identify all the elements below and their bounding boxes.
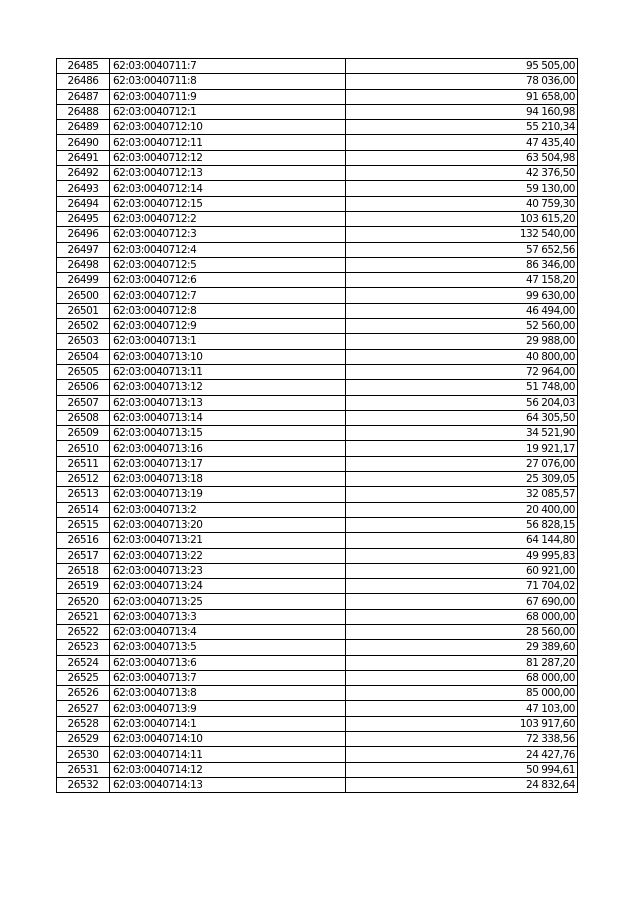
table-row [57,533,578,548]
table-row [57,380,578,395]
value-cell: 47 158,20 [346,273,578,288]
table-row [57,732,578,747]
row-number-cell: 26493 [57,181,110,196]
table-row [57,563,578,578]
row-number-cell: 26499 [57,273,110,288]
row-number-cell: 26502 [57,319,110,334]
cadastral-number-cell: 62:03:0040713:10 [110,349,346,364]
row-number-cell: 26522 [57,624,110,639]
row-number-cell: 26528 [57,716,110,731]
cadastral-number-cell: 62:03:0040711:9 [110,89,346,104]
cadastral-number-cell: 62:03:0040712:4 [110,242,346,257]
cadastral-number-cell: 62:03:0040713:9 [110,701,346,716]
table-row [57,242,578,257]
row-number-cell: 26517 [57,548,110,563]
cadastral-number-cell: 62:03:0040714:12 [110,762,346,777]
row-number-cell: 26488 [57,104,110,119]
row-number-cell: 26507 [57,395,110,410]
table-row [57,196,578,211]
cadastral-number-cell: 62:03:0040712:8 [110,303,346,318]
table-row [57,747,578,762]
cadastral-number-cell: 62:03:0040714:1 [110,716,346,731]
row-number-cell: 26529 [57,732,110,747]
cadastral-number-cell: 62:03:0040714:11 [110,747,346,762]
cadastral-number-cell: 62:03:0040712:13 [110,166,346,181]
cadastral-number-cell: 62:03:0040713:16 [110,441,346,456]
table-row [57,334,578,349]
value-cell: 71 704,02 [346,579,578,594]
cadastral-number-cell: 62:03:0040713:25 [110,594,346,609]
row-number-cell: 26518 [57,563,110,578]
table-row [57,166,578,181]
row-number-cell: 26487 [57,89,110,104]
cadastral-number-cell: 62:03:0040712:1 [110,104,346,119]
row-number-cell: 26496 [57,227,110,242]
row-number-cell: 26509 [57,426,110,441]
row-number-cell: 26497 [57,242,110,257]
table-row [57,441,578,456]
value-cell: 95 505,00 [346,59,578,74]
value-cell: 59 130,00 [346,181,578,196]
table-row [57,303,578,318]
cadastral-number-cell: 62:03:0040712:3 [110,227,346,242]
row-number-cell: 26498 [57,257,110,272]
table-row [57,120,578,135]
cadastral-number-cell: 62:03:0040713:23 [110,563,346,578]
table-row [57,410,578,425]
cadastral-number-cell: 62:03:0040714:13 [110,777,346,792]
cadastral-number-cell: 62:03:0040713:2 [110,502,346,517]
table-row [57,655,578,670]
cadastral-number-cell: 62:03:0040713:8 [110,686,346,701]
cadastral-number-cell: 62:03:0040712:10 [110,120,346,135]
table-row [57,273,578,288]
row-number-cell: 26489 [57,120,110,135]
row-number-cell: 26531 [57,762,110,777]
cadastral-number-cell: 62:03:0040713:11 [110,364,346,379]
cadastral-number-cell: 62:03:0040714:10 [110,732,346,747]
table-row [57,395,578,410]
table-row [57,288,578,303]
table-row [57,456,578,471]
value-cell: 40 800,00 [346,349,578,364]
table-row [57,89,578,104]
row-number-cell: 26505 [57,364,110,379]
row-number-cell: 26519 [57,579,110,594]
cadastral-number-cell: 62:03:0040713:24 [110,579,346,594]
cadastral-number-cell: 62:03:0040711:8 [110,74,346,89]
table-row [57,487,578,502]
value-cell: 56 828,15 [346,517,578,532]
table-row [57,701,578,716]
value-cell: 24 427,76 [346,747,578,762]
row-number-cell: 26521 [57,609,110,624]
table-row [57,686,578,701]
cadastral-number-cell: 62:03:0040713:3 [110,609,346,624]
row-number-cell: 26513 [57,487,110,502]
row-number-cell: 26494 [57,196,110,211]
cadastral-number-cell: 62:03:0040713:5 [110,640,346,655]
value-cell: 56 204,03 [346,395,578,410]
cadastral-number-cell: 62:03:0040712:12 [110,150,346,165]
value-cell: 72 338,56 [346,732,578,747]
value-cell: 103 615,20 [346,211,578,226]
cadastral-number-cell: 62:03:0040712:5 [110,257,346,272]
value-cell: 19 921,17 [346,441,578,456]
value-cell: 68 000,00 [346,670,578,685]
cadastral-number-cell: 62:03:0040713:22 [110,548,346,563]
value-cell: 49 995,83 [346,548,578,563]
cadastral-number-cell: 62:03:0040713:15 [110,426,346,441]
row-number-cell: 26512 [57,472,110,487]
table-body [57,59,578,793]
value-cell: 68 000,00 [346,609,578,624]
table-row [57,257,578,272]
value-cell: 50 994,61 [346,762,578,777]
row-number-cell: 26526 [57,686,110,701]
table-row [57,609,578,624]
row-number-cell: 26516 [57,533,110,548]
cadastral-number-cell: 62:03:0040712:15 [110,196,346,211]
value-cell: 52 560,00 [346,319,578,334]
cadastral-number-cell: 62:03:0040712:2 [110,211,346,226]
cadastral-number-cell: 62:03:0040713:18 [110,472,346,487]
value-cell: 91 658,00 [346,89,578,104]
cadastral-number-cell: 62:03:0040712:6 [110,273,346,288]
table-row [57,624,578,639]
row-number-cell: 26500 [57,288,110,303]
cadastral-number-cell: 62:03:0040713:13 [110,395,346,410]
table-row [57,135,578,150]
row-number-cell: 26506 [57,380,110,395]
value-cell: 51 748,00 [346,380,578,395]
table-row [57,364,578,379]
cadastral-number-cell: 62:03:0040712:11 [110,135,346,150]
row-number-cell: 26503 [57,334,110,349]
row-number-cell: 26490 [57,135,110,150]
value-cell: 86 346,00 [346,257,578,272]
table-row [57,579,578,594]
value-cell: 81 287,20 [346,655,578,670]
value-cell: 60 921,00 [346,563,578,578]
cadastral-number-cell: 62:03:0040712:9 [110,319,346,334]
cadastral-number-cell: 62:03:0040713:6 [110,655,346,670]
cadastral-number-cell: 62:03:0040713:17 [110,456,346,471]
value-cell: 25 309,05 [346,472,578,487]
row-number-cell: 26485 [57,59,110,74]
row-number-cell: 26525 [57,670,110,685]
row-number-cell: 26510 [57,441,110,456]
table-row [57,594,578,609]
table-row [57,640,578,655]
value-cell: 42 376,50 [346,166,578,181]
value-cell: 47 103,00 [346,701,578,716]
cadastral-value-table [56,58,578,793]
value-cell: 46 494,00 [346,303,578,318]
table-row [57,349,578,364]
row-number-cell: 26511 [57,456,110,471]
table-row [57,670,578,685]
cadastral-number-cell: 62:03:0040712:7 [110,288,346,303]
table-row [57,319,578,334]
value-cell: 20 400,00 [346,502,578,517]
row-number-cell: 26495 [57,211,110,226]
table-row [57,517,578,532]
value-cell: 63 504,98 [346,150,578,165]
cadastral-number-cell: 62:03:0040713:7 [110,670,346,685]
row-number-cell: 26532 [57,777,110,792]
value-cell: 94 160,98 [346,104,578,119]
cadastral-number-cell: 62:03:0040713:4 [110,624,346,639]
value-cell: 132 540,00 [346,227,578,242]
cadastral-number-cell: 62:03:0040713:19 [110,487,346,502]
row-number-cell: 26486 [57,74,110,89]
value-cell: 27 076,00 [346,456,578,471]
table-row [57,426,578,441]
table-row [57,762,578,777]
cadastral-number-cell: 62:03:0040713:21 [110,533,346,548]
cadastral-number-cell: 62:03:0040713:12 [110,380,346,395]
value-cell: 57 652,56 [346,242,578,257]
table-row [57,716,578,731]
row-number-cell: 26530 [57,747,110,762]
table-row [57,211,578,226]
table-row [57,227,578,242]
cadastral-number-cell: 62:03:0040711:7 [110,59,346,74]
row-number-cell: 26524 [57,655,110,670]
table-row [57,150,578,165]
value-cell: 24 832,64 [346,777,578,792]
value-cell: 29 389,60 [346,640,578,655]
table-row [57,104,578,119]
row-number-cell: 26515 [57,517,110,532]
value-cell: 64 305,50 [346,410,578,425]
table-row [57,777,578,792]
value-cell: 32 085,57 [346,487,578,502]
value-cell: 34 521,90 [346,426,578,441]
cadastral-number-cell: 62:03:0040713:20 [110,517,346,532]
value-cell: 47 435,40 [346,135,578,150]
table-row [57,548,578,563]
row-number-cell: 26492 [57,166,110,181]
table-row [57,74,578,89]
table-row [57,181,578,196]
row-number-cell: 26504 [57,349,110,364]
value-cell: 55 210,34 [346,120,578,135]
cadastral-number-cell: 62:03:0040713:1 [110,334,346,349]
value-cell: 28 560,00 [346,624,578,639]
value-cell: 67 690,00 [346,594,578,609]
row-number-cell: 26527 [57,701,110,716]
cadastral-number-cell: 62:03:0040712:14 [110,181,346,196]
value-cell: 85 000,00 [346,686,578,701]
row-number-cell: 26520 [57,594,110,609]
row-number-cell: 26508 [57,410,110,425]
table-row [57,472,578,487]
row-number-cell: 26491 [57,150,110,165]
table-row [57,502,578,517]
value-cell: 29 988,00 [346,334,578,349]
value-cell: 40 759,30 [346,196,578,211]
value-cell: 64 144,80 [346,533,578,548]
table-row [57,59,578,74]
value-cell: 78 036,00 [346,74,578,89]
row-number-cell: 26501 [57,303,110,318]
row-number-cell: 26523 [57,640,110,655]
cadastral-number-cell: 62:03:0040713:14 [110,410,346,425]
value-cell: 72 964,00 [346,364,578,379]
row-number-cell: 26514 [57,502,110,517]
value-cell: 103 917,60 [346,716,578,731]
value-cell: 99 630,00 [346,288,578,303]
